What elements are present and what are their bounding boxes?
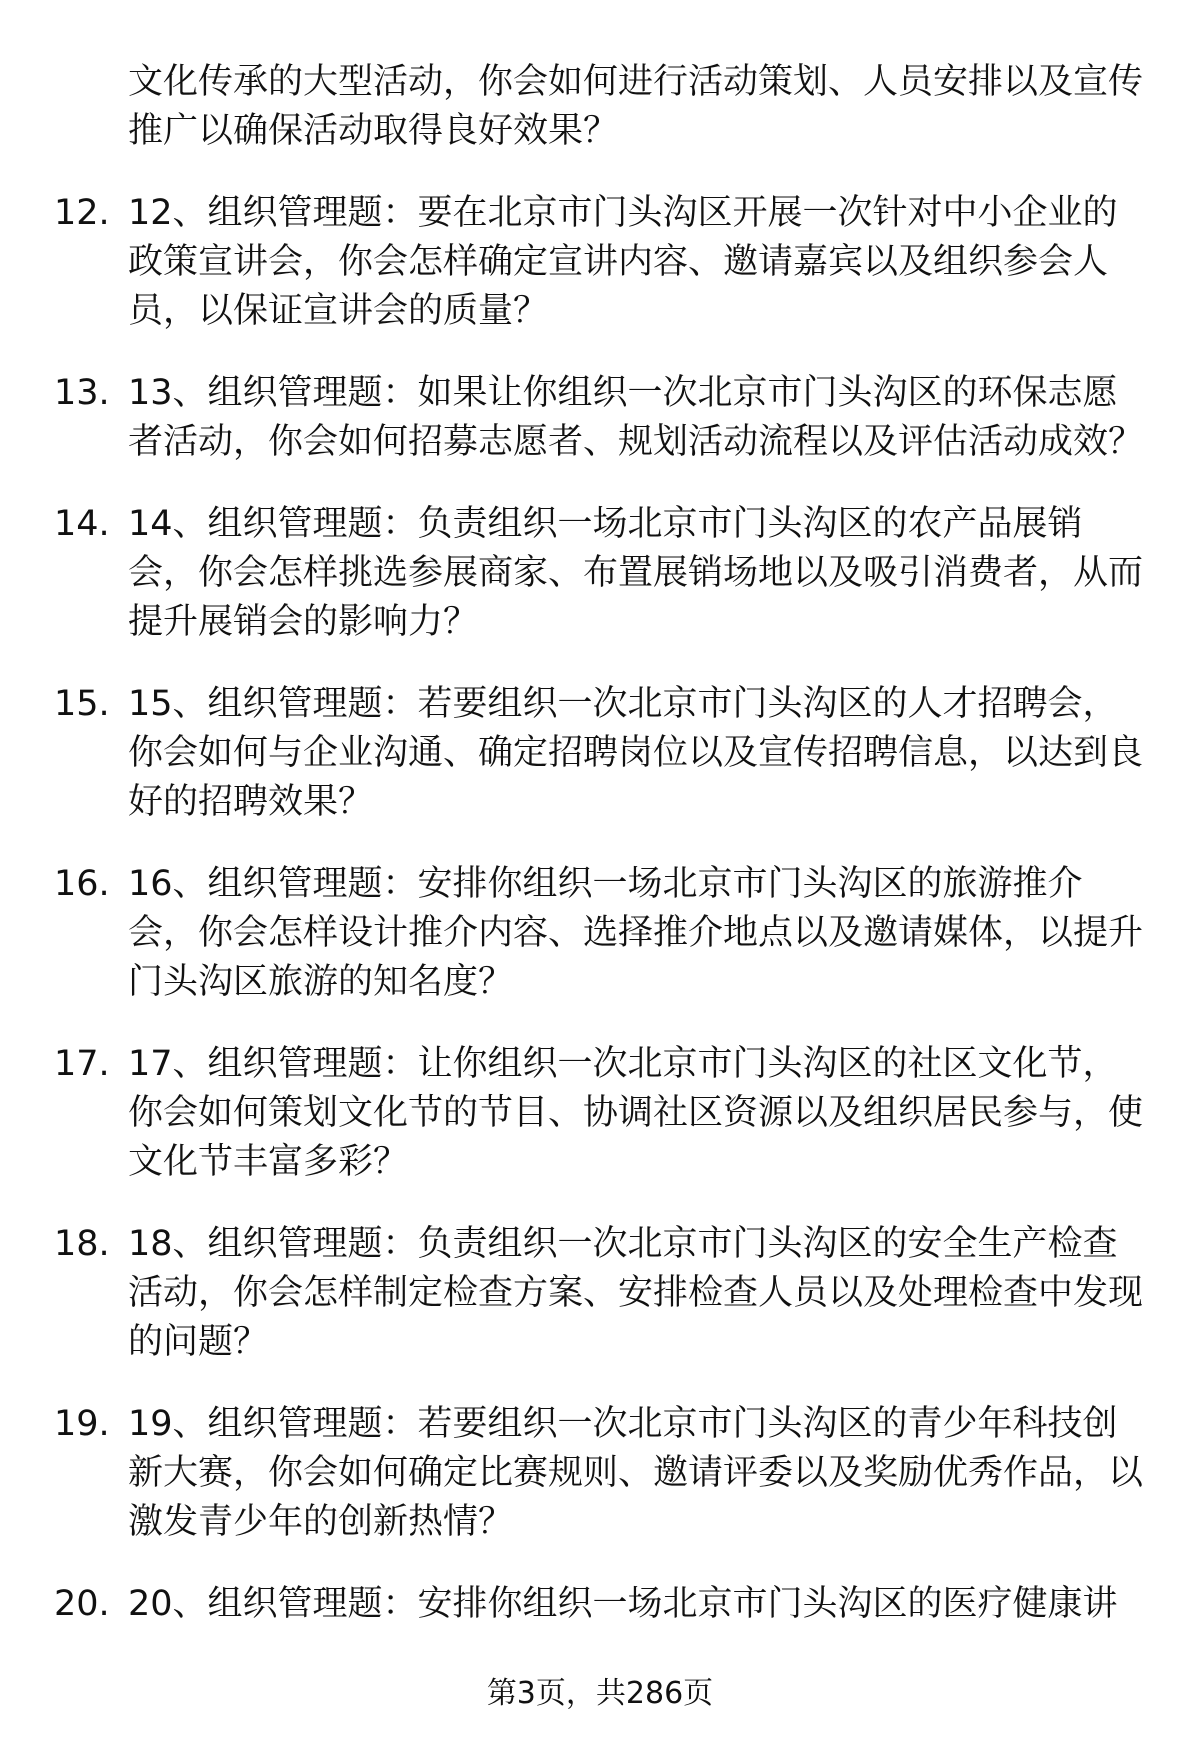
question-item	[0, 1580, 1200, 1629]
question-number: 15.	[54, 684, 110, 724]
question-item	[0, 1220, 1200, 1367]
question-number: 13.	[54, 373, 110, 413]
question-number: 20.	[54, 1584, 110, 1624]
question-continuation	[0, 58, 1200, 156]
question-item	[0, 1040, 1200, 1187]
question-item	[0, 500, 1200, 647]
question-text: 16、组织管理题：安排你组织一场北京市门头沟区的旅游推介会，你会怎样设计推介内容、选择推介地点以及邀请媒体，以提升门头沟区旅游的知名度？	[128, 864, 1144, 1002]
question-text: 18、组织管理题：负责组织一次北京市门头沟区的安全生产检查活动，你会怎样制定检查方案、安排检查人员以及处理检查中发现的问题？	[128, 1224, 1144, 1362]
question-text: 20、组织管理题：安排你组织一场北京市门头沟区的医疗健康讲	[128, 1584, 1118, 1624]
question-number: 16.	[54, 864, 110, 904]
question-number: 18.	[54, 1224, 110, 1264]
question-text: 19、组织管理题：若要组织一次北京市门头沟区的青少年科技创新大赛，你会如何确定比赛规则、邀请评委以及奖励优秀作品，以激发青少年的创新热情？	[128, 1404, 1144, 1542]
question-item	[0, 680, 1200, 827]
question-item	[0, 860, 1200, 1007]
question-text: 14、组织管理题：负责组织一场北京市门头沟区的农产品展销会，你会怎样挑选参展商家、布置展销场地以及吸引消费者，从而提升展销会的影响力？	[128, 504, 1144, 642]
question-text: 文化传承的大型活动，你会如何进行活动策划、人员安排以及宣传推广以确保活动取得良好效果？	[128, 62, 1144, 151]
page-number: 第3页，共286页	[486, 1676, 714, 1711]
question-number: 12.	[54, 193, 110, 233]
question-list	[0, 58, 1200, 1662]
question-text: 12、组织管理题：要在北京市门头沟区开展一次针对中小企业的政策宣讲会，你会怎样确定宣讲内容、邀请嘉宾以及组织参会人员，以保证宣讲会的质量？	[128, 193, 1118, 331]
question-item	[0, 189, 1200, 336]
question-item	[0, 1400, 1200, 1547]
question-item	[0, 369, 1200, 467]
question-text: 15、组织管理题：若要组织一次北京市门头沟区的人才招聘会，你会如何与企业沟通、确定招聘岗位以及宣传招聘信息，以达到良好的招聘效果？	[128, 684, 1144, 822]
question-text: 17、组织管理题：让你组织一次北京市门头沟区的社区文化节，你会如何策划文化节的节目、协调社区资源以及组织居民参与，使文化节丰富多彩？	[128, 1044, 1144, 1182]
question-text: 13、组织管理题：如果让你组织一次北京市门头沟区的环保志愿者活动，你会如何招募志愿者、规划活动流程以及评估活动成效？	[128, 373, 1144, 462]
question-number: 14.	[54, 504, 110, 544]
question-number: 19.	[54, 1404, 110, 1444]
question-number: 17.	[54, 1044, 110, 1084]
